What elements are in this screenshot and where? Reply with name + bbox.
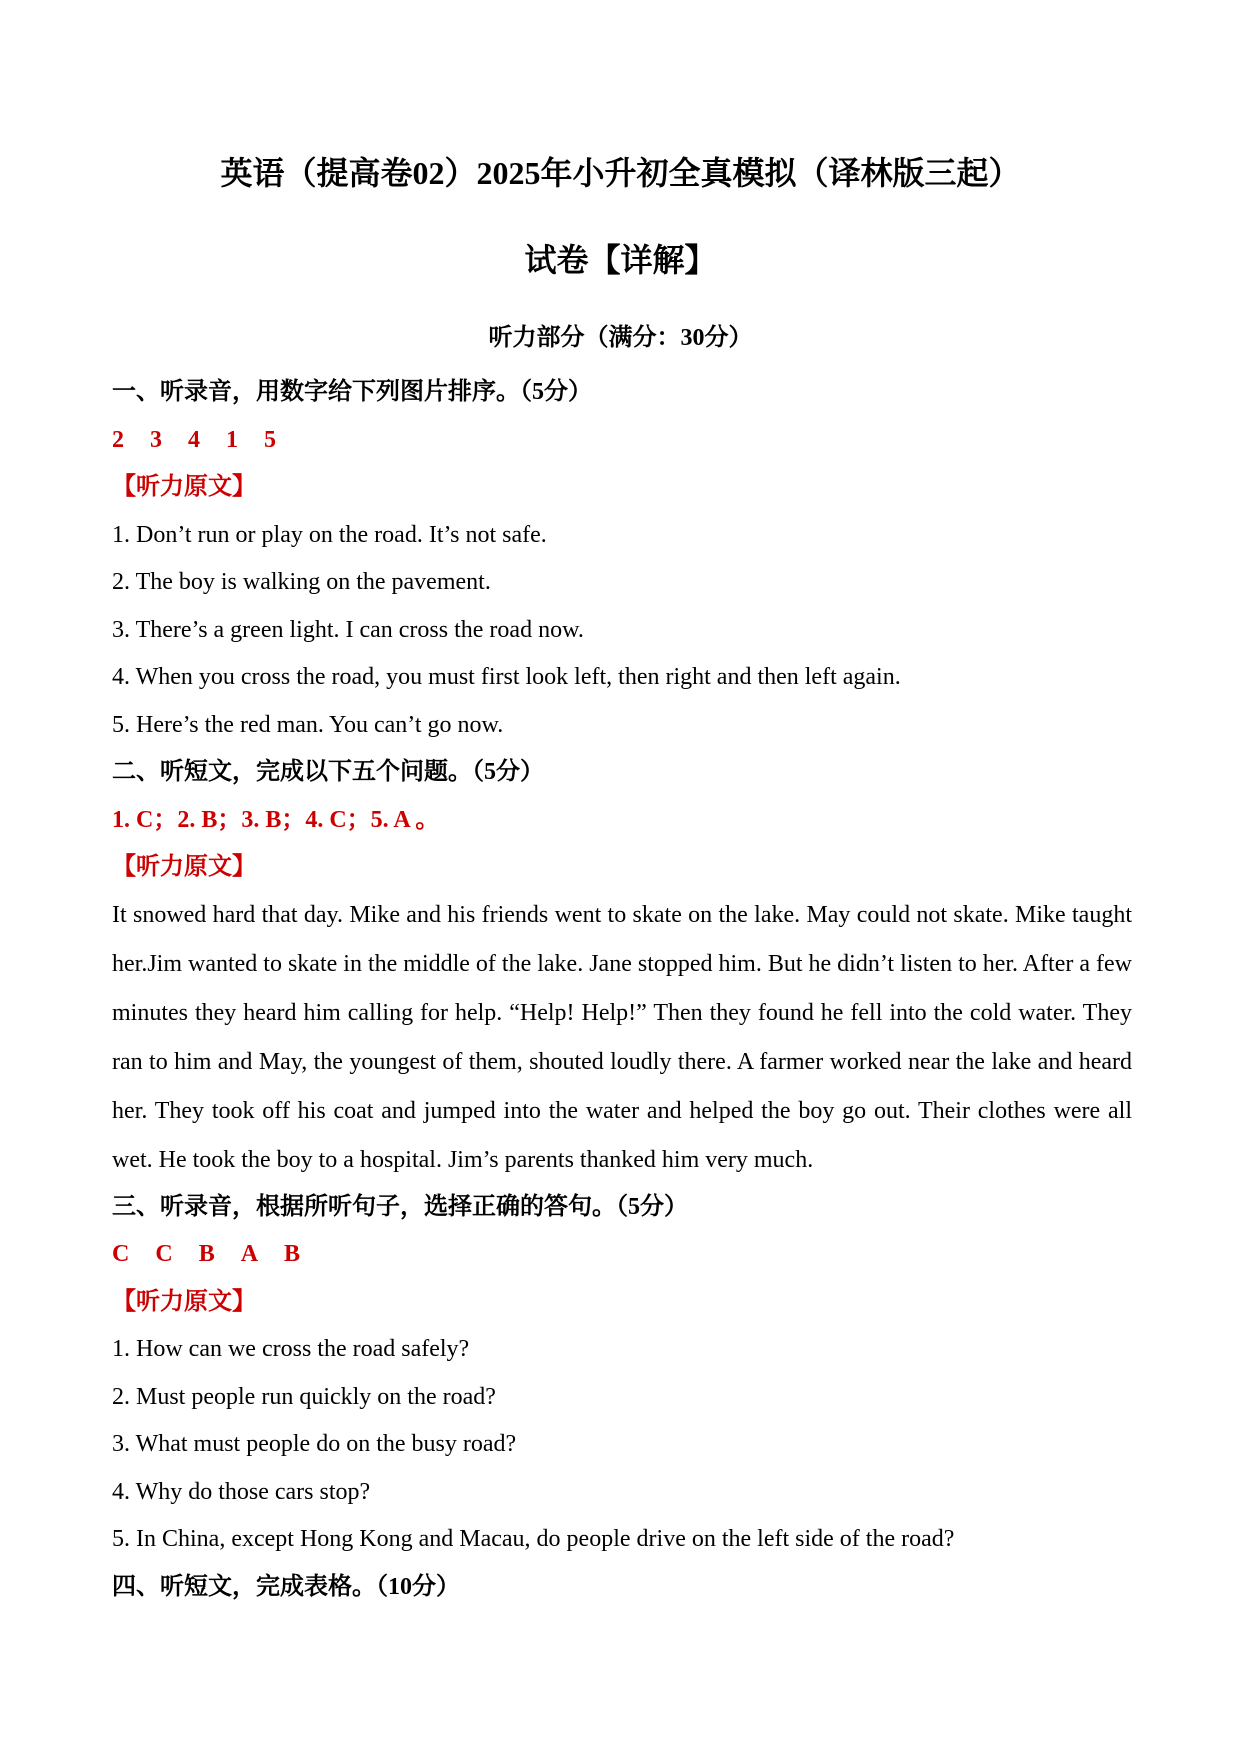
- answer-item: B: [284, 1241, 301, 1267]
- section-2-answers: 1. C；2. B；3. B；4. C；5. A 。: [112, 806, 440, 833]
- section-3-transcript-line: 4. Why do those cars stop?: [112, 1478, 371, 1505]
- answer-item: C: [112, 1241, 130, 1267]
- section-3-transcript-line: 1. How can we cross the road safely?: [112, 1336, 470, 1362]
- document-title-line2: 试卷【详解】: [524, 242, 717, 278]
- answer-item: 3: [150, 426, 162, 453]
- section-1-transcript-line: 4. When you cross the road, you must first look left, then right and then left again.: [112, 664, 901, 690]
- section-1-transcript-line: 1. Don’t run or play on the road. It’s not safe.: [112, 521, 547, 548]
- document-title: 英语（提高卷02）2025年小升初全真模拟（译林版三起）: [220, 155, 1021, 191]
- answer-item: 4: [188, 426, 200, 453]
- answer-item: C: [155, 1241, 173, 1267]
- section-2-transcript-label: 【听力原文】: [112, 854, 256, 880]
- section-1-heading: 一、听录音，用数字给下列图片排序。（5分）: [112, 379, 592, 405]
- section-3-heading: 三、听录音，根据所听句子，选择正确的答句。（5分）: [112, 1193, 688, 1220]
- answer-item: 2: [112, 426, 124, 453]
- answer-item: A: [240, 1241, 259, 1267]
- section-1-transcript-label: 【听力原文】: [112, 474, 256, 500]
- document-body: [112, 369, 1132, 1611]
- section-3-transcript-label: 【听力原文】: [112, 1288, 256, 1315]
- section-part-heading: 听力部分（满分：30分）: [488, 325, 753, 351]
- section-1-transcript-line: 5. Here’s the red man. You can’t go now.: [112, 711, 504, 738]
- section-1-transcript-line: 2. The boy is walking on the pavement.: [112, 569, 491, 595]
- section-3-transcript-line: 5. In China, except Hong Kong and Macau, do people drive on the left side of the road?: [112, 1526, 955, 1552]
- answer-item: B: [198, 1241, 215, 1267]
- section-1-answers: [112, 417, 1132, 465]
- answer-item: 1: [226, 426, 238, 453]
- section-2-heading: 二、听短文，完成以下五个问题。（5分）: [112, 759, 544, 785]
- section-4-heading: 四、听短文，完成表格。（10分）: [112, 1573, 460, 1600]
- section-2-passage: It snowed hard that day. Mike and his friends went to skate on the lake. May could not skate. Mike taught her.Jim wanted to skate in the middle of the lake. Jane stopped him. But he didn’t listen to her. After a few minutes they heard him calling for help. “Help! Help!” Then they found he fell into the cold water. They ran to him and May, the youngest of them, shouted loudly there. A farmer worked near the lake and heard her. They took off his coat and jumped into the water and helped the boy go out. Their clothes were all wet. He took the boy to a hospital. Jim’s parents thanked him very much.: [112, 901, 1132, 1173]
- section-3-transcript-line: 2. Must people run quickly on the road?: [112, 1383, 496, 1410]
- section-3-transcript-line: 3. What must people do on the busy road?: [112, 1431, 517, 1457]
- section-1-transcript-line: 3. There’s a green light. I can cross the road now.: [112, 616, 584, 643]
- section-3-answers: [112, 1231, 1132, 1279]
- answer-item: 5: [264, 426, 276, 453]
